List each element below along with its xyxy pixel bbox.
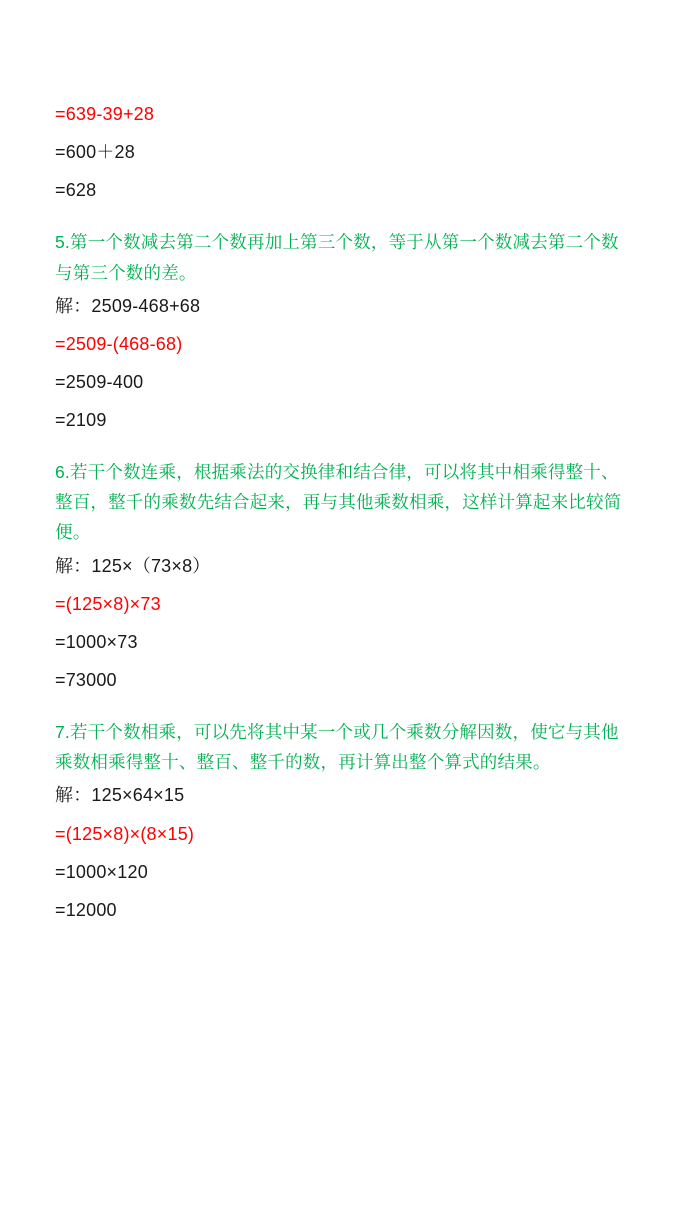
solution-result: =12000 [55,899,117,920]
problem-block-5 [55,227,625,435]
solution-intro: 解：125×（73×8） [55,555,211,576]
problem-block-continued [55,100,625,205]
solution-result: =2109 [55,410,107,431]
solution-step: =639-39+28 [55,104,155,124]
solution-step: =2509-(468-68) [55,333,183,354]
solution-result: =628 [55,180,97,201]
rule-statement: 6.若干个数连乘，根据乘法的交换律和结合律，可以将其中相乘得整十、整百，整千的乘数先结合起来，再与其他乘数相乘，这样计算起来比较简便。 [55,462,622,543]
solution-step: =600＋28 [55,142,135,163]
solution-step: =(125×8)×(8×15) [55,823,195,844]
solution-step: =(125×8)×73 [55,593,161,614]
problem-block-7 [55,717,625,925]
rule-statement: 7.若干个数相乘，可以先将其中某一个或几个乘数分解因数，使它与其他乘数相乘得整十、整百、整千的数，再计算出整个算式的结果。 [55,722,619,773]
solution-step: =1000×73 [55,631,138,652]
solution-step: =1000×120 [55,861,148,882]
solution-intro: 解：2509-468+68 [55,295,201,316]
solution-intro: 解：125×64×15 [55,785,185,806]
rule-statement: 5.第一个数减去第二个数再加上第三个数，等于从第一个数减去第二个数与第三个数的差。 [55,232,619,283]
solution-step: =2509-400 [55,371,144,392]
problem-block-6 [55,457,625,695]
solution-result: =73000 [55,670,117,691]
